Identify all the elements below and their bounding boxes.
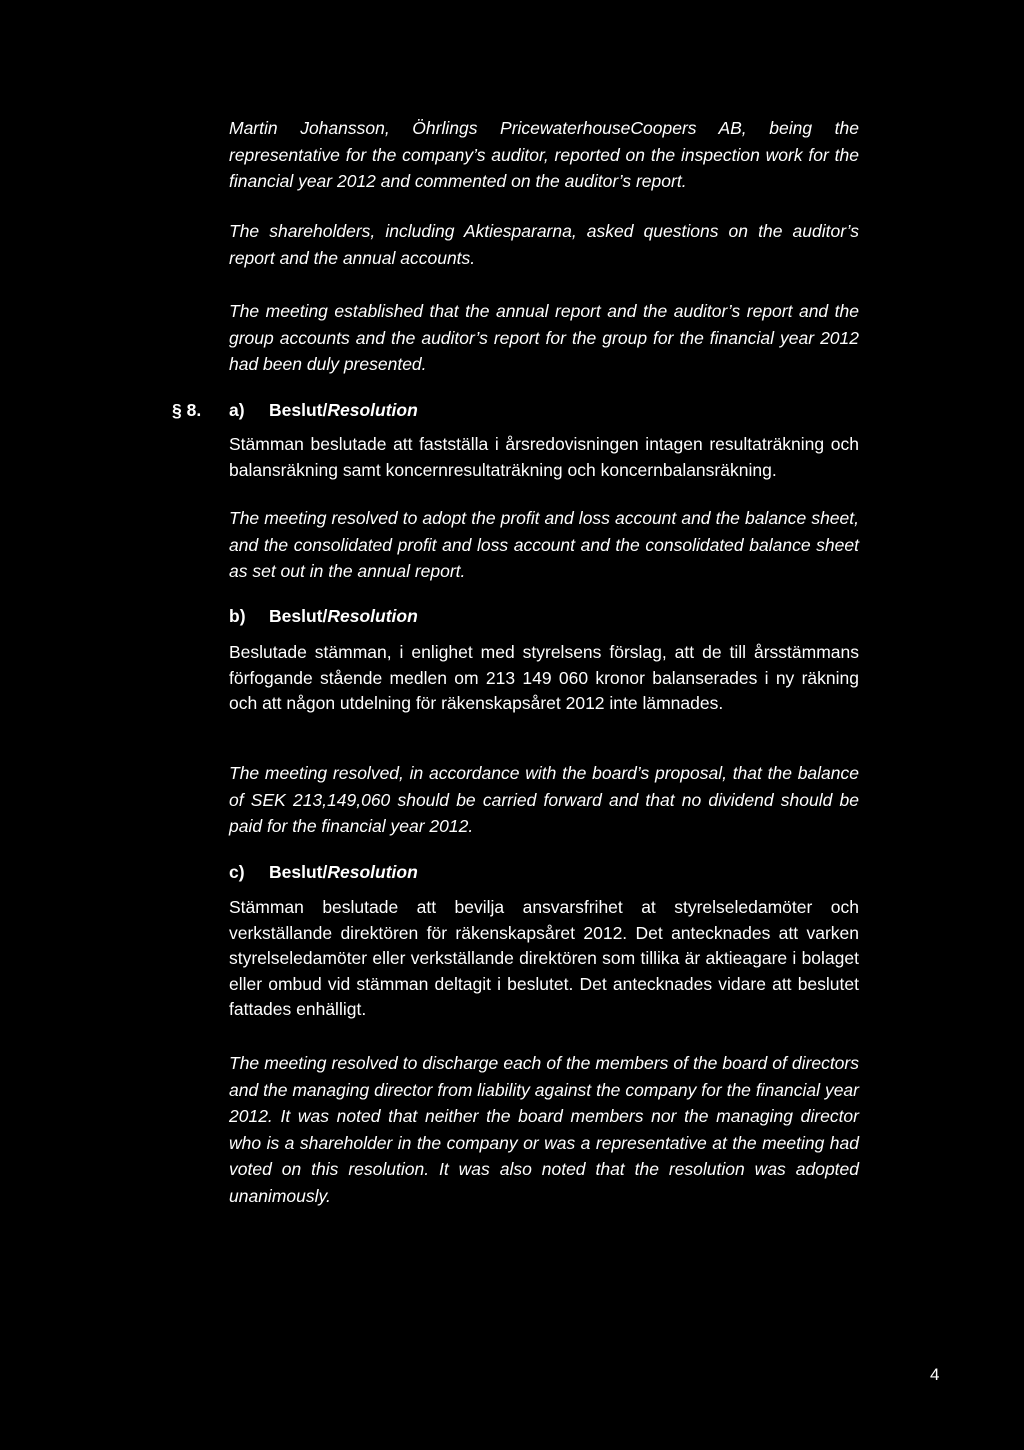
resolution-b-swedish: Beslutade stämman, i enlighet med styrelsens förslag, att de till årsstämmans förfogande stående medlen om 213 149 060 kronor balanserades i ny räkning och att någon utdelning för räkenskapsåret 2012 inte lämnades. — [229, 642, 859, 713]
resolution-c-letter: c) — [229, 862, 245, 882]
resolution-b-label-sv: Beslut/ — [269, 606, 328, 626]
resolution-c-label-en: Resolution — [327, 862, 418, 882]
section-number: § 8. — [172, 400, 202, 420]
resolution-c-label-sv: Beslut/ — [269, 862, 328, 882]
resolution-a-label-sv: Beslut/ — [269, 400, 328, 420]
resolution-a-label-en: Resolution — [327, 400, 418, 420]
resolution-a-heading — [229, 398, 418, 422]
resolution-b-label-en: Resolution — [327, 606, 418, 626]
auditor-report-paragraph: Martin Johansson, Öhrlings PricewaterhouseCoopers AB, being the representative for the company’s auditor, reported on the inspection work for the financial year 2012 and commented on the auditor’s report. — [229, 118, 859, 191]
resolution-c-english: The meeting resolved to discharge each of the members of the board of directors and the managing director from liability against the company for the financial year 2012. It was noted that neither the board members nor the managing director who is a shareholder in the company or was a representative at the meeting had voted on this resolution. It was also noted that the resolution was adopted unanimously. — [229, 1053, 859, 1206]
resolution-c-swedish: Stämman beslutade att bevilja ansvarsfrihet at styrelseledamöter och verkställande direktören för räkenskapsåret 2012. Det antecknades att varken styrelseledamöter eller verkställande direktören som tillika är aktieagare i bolaget eller ombud vid stämman deltagit i beslutet. Det antecknades vidare att beslutet fattades enhälligt. — [229, 897, 859, 1019]
resolution-a-english: The meeting resolved to adopt the profit and loss account and the balance sheet, and the consolidated profit and loss account and the consolidated balance sheet as set out in the annual report. — [229, 508, 859, 581]
established-paragraph: The meeting established that the annual report and the auditor’s report and the group accounts and the auditor’s report for the group for the financial year 2012 had been duly presented. — [229, 301, 859, 374]
resolution-a-swedish: Stämman beslutade att fastställa i årsredovisningen intagen resultaträkning och balansräkning samt koncernresultaträkning och koncernbalansräkning. — [229, 434, 859, 480]
resolution-b-english: The meeting resolved, in accordance with the board’s proposal, that the balance of SEK 213,149,060 should be carried forward and that no dividend should be paid for the financial year 2012. — [229, 763, 859, 836]
page-number: 4 — [930, 1365, 940, 1384]
resolution-c-heading — [229, 860, 418, 884]
resolution-a-letter: a) — [229, 400, 245, 420]
resolution-b-letter: b) — [229, 606, 246, 626]
questions-paragraph: The shareholders, including Aktiespararna, asked questions on the auditor’s report and the annual accounts. — [229, 221, 859, 268]
resolution-b-heading — [229, 604, 418, 628]
